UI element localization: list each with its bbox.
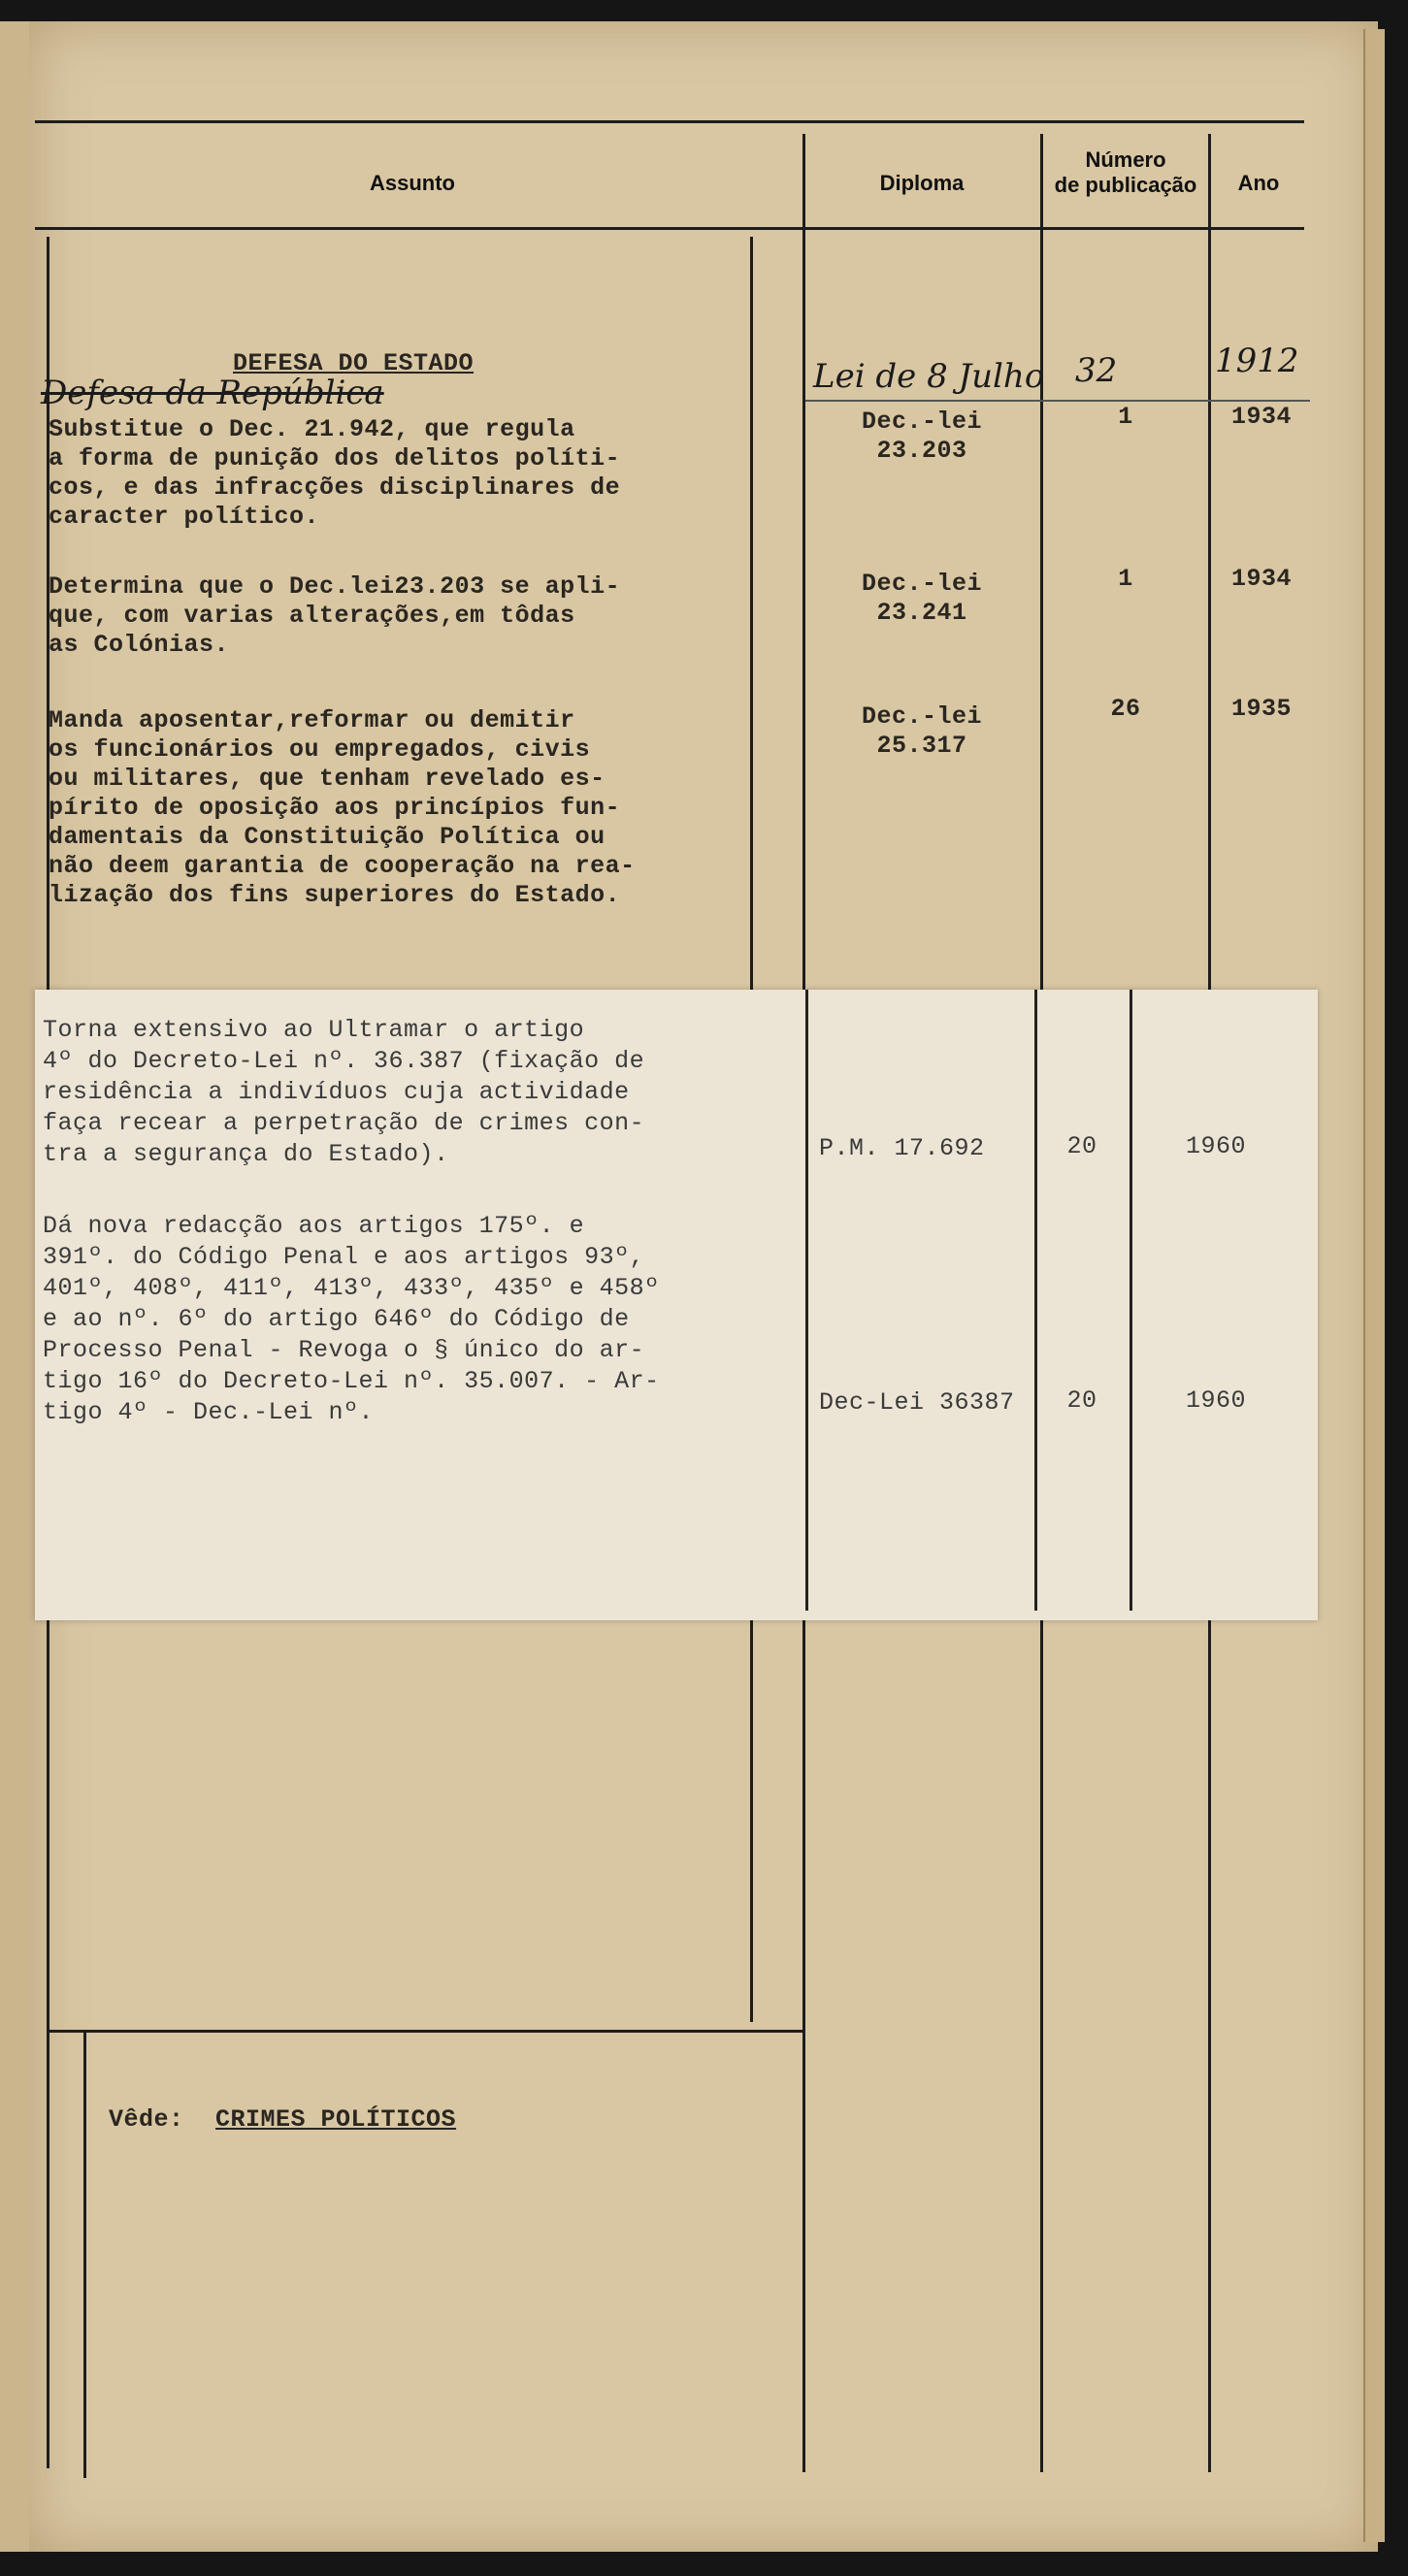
- slip-entry-ano: 1960: [1185, 1132, 1246, 1160]
- vede-reference: CRIMES POLÍTICOS: [215, 2105, 457, 2134]
- entry-assunto: Manda aposentar,reformar ou demitir os funcionários ou empregados, civis ou militares, que tenham revelado es- pírito de oposição aos princípios fun- damentais da Constituição Política ou não deem garantia de cooperação na rea- lização dos fins superiores do Estado.: [49, 706, 636, 909]
- slip-column-line: [1034, 990, 1037, 1611]
- entry-numero: 1: [1118, 565, 1133, 593]
- binder-edge: [0, 21, 33, 2552]
- header-bottom-rule: [35, 227, 1304, 230]
- section-title: DEFESA DO ESTADO: [233, 349, 475, 377]
- slip-entry-diploma: P.M. 17.692: [819, 1134, 985, 1162]
- entry-numero: 1: [1118, 403, 1133, 431]
- slip-entry-assunto: Dá nova redacção aos artigos 175º. e 391º. do Código Penal e aos artigos 93º, 401º, 408º, 411º, 413º, 433º, 435º e 458º e ao nº. 6º do artigo 646º do Código de Processo Penal - Revoga o § único do ar- tigo 16º do Decreto-Lei nº. 35.007. - Ar- tigo 4º - Dec.-Lei nº.: [43, 1212, 660, 1426]
- card-stack-edge: [1363, 29, 1385, 2542]
- column-line-lower-inner: [83, 2032, 86, 2478]
- handwritten-diploma: Lei de 8 Julho: [813, 357, 1045, 396]
- slip-entry-numero: 20: [1066, 1386, 1097, 1415]
- handwritten-rule: [805, 400, 1310, 402]
- slip-entry-assunto: Torna extensivo ao Ultramar o artigo 4º do Decreto-Lei nº. 36.387 (fixação de residência a indivíduos cuja actividade faça recear a perpetração de crimes con- tra a segurança do Estado).: [43, 1016, 645, 1168]
- entry-assunto: Determina que o Dec.lei23.203 se apli- que, com varias alterações,em tôdas as Colónias.: [49, 572, 621, 659]
- entry-diploma: Dec.-lei 23.241: [861, 570, 983, 627]
- entry-diploma: Dec.-lei 25.317: [861, 702, 983, 760]
- slip-entry-numero: 20: [1066, 1132, 1097, 1160]
- top-rule: [35, 120, 1304, 123]
- vede-label: Vêde:: [109, 2105, 184, 2134]
- entry-assunto: Substitue o Dec. 21.942, que regula a forma de punição dos delitos políti- cos, e das infracções disciplinares de caracter político.: [49, 415, 621, 531]
- entry-ano: 1935: [1230, 695, 1292, 723]
- pasted-slip: [35, 990, 1318, 1620]
- slip-entry-ano: 1960: [1185, 1386, 1246, 1415]
- slip-entry-diploma: Dec-Lei 36387: [819, 1388, 1015, 1417]
- handwritten-subject: Defesa da República: [41, 374, 384, 412]
- handwritten-numero: 32: [1075, 351, 1118, 390]
- entry-ano: 1934: [1230, 565, 1292, 593]
- entry-numero: 26: [1110, 695, 1141, 723]
- header-ano: Ano: [1237, 171, 1280, 195]
- header-diploma: Diploma: [879, 171, 965, 195]
- entry-diploma: Dec.-lei 23.203: [861, 408, 983, 465]
- slip-column-line: [1130, 990, 1132, 1611]
- entry-ano: 1934: [1230, 403, 1292, 431]
- lower-box-rule: [47, 2030, 805, 2033]
- header-assunto: Assunto: [370, 171, 455, 195]
- handwritten-ano: 1912: [1215, 342, 1299, 380]
- header-numero: Número de publicação: [1054, 147, 1197, 197]
